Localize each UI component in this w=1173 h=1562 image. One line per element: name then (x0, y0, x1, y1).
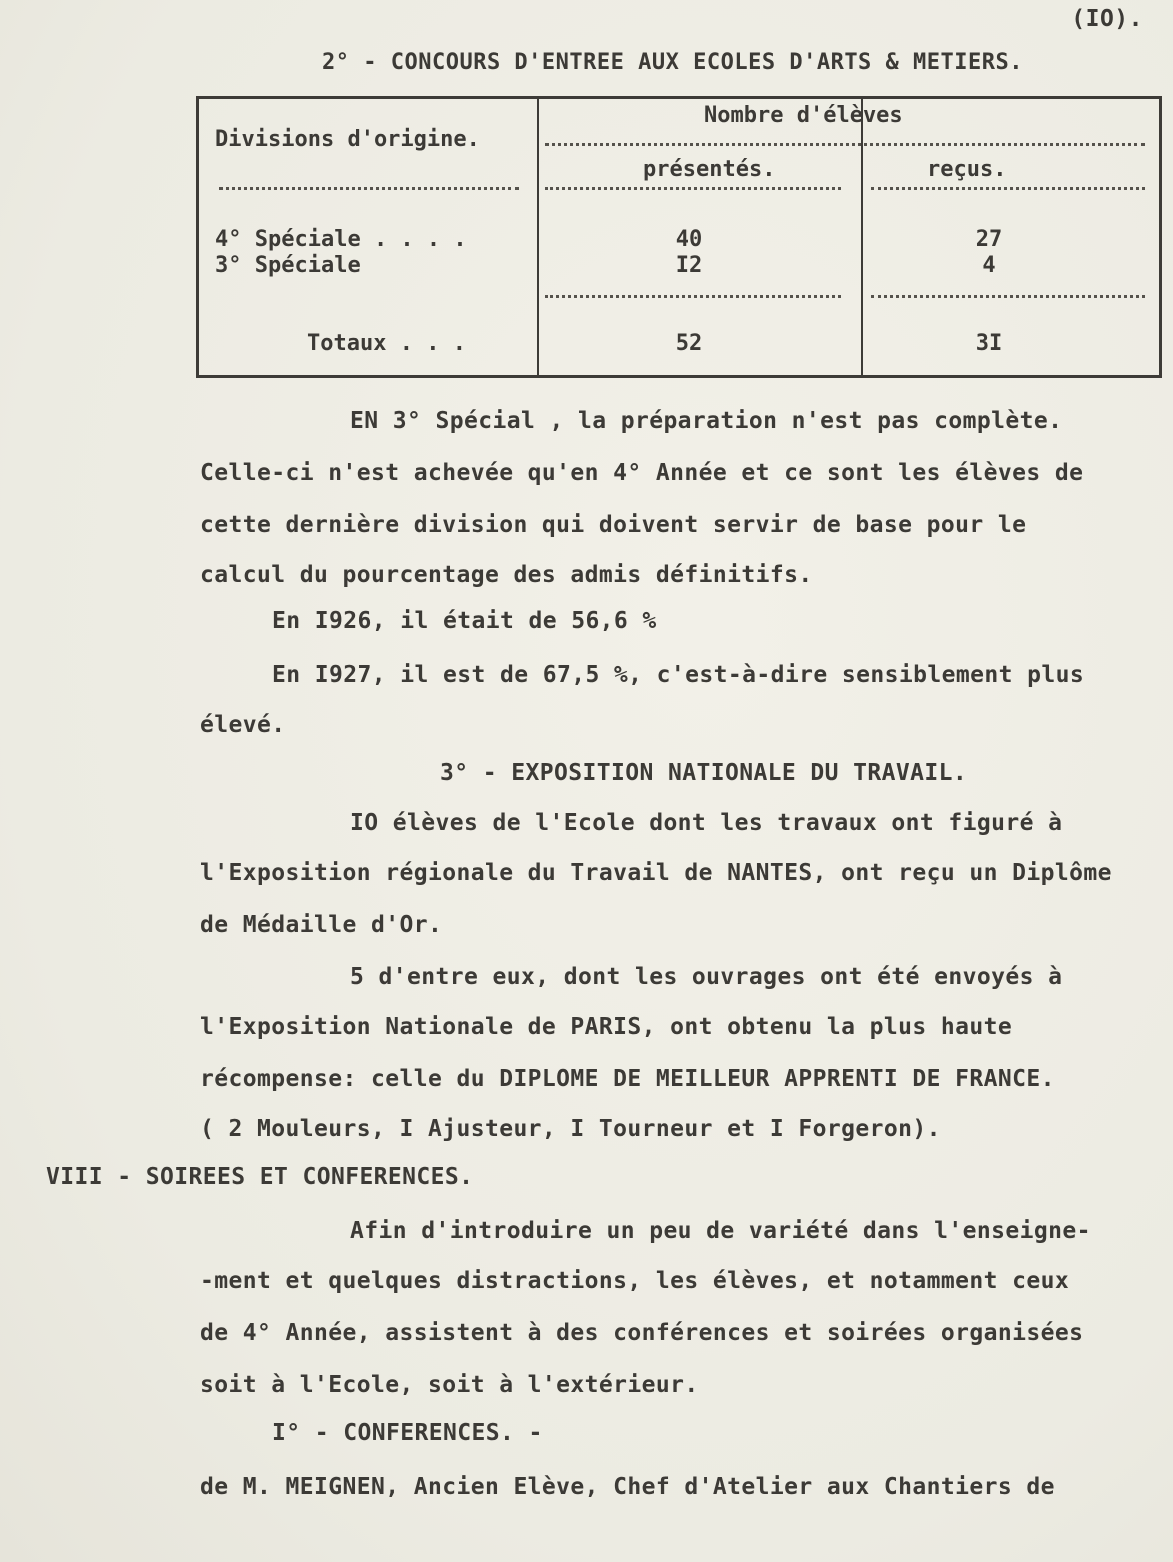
body-line: EN 3° Spécial , la préparation n'est pas complète. (350, 408, 1063, 434)
body-line: soit à l'Ecole, soit à l'extérieur. (200, 1372, 699, 1398)
section-heading: VIII - SOIREES ET CONFERENCES. (46, 1164, 474, 1190)
body-line: de Médaille d'Or. (200, 912, 443, 938)
body-line: récompense: celle du DIPLOME DE MEILLEUR APPRENTI DE FRANCE. (200, 1066, 1055, 1092)
body-line: l'Exposition régionale du Travail de NANTES, ont reçu un Diplôme (200, 860, 1112, 886)
header-received: reçus. (927, 157, 1007, 182)
row-presented: 40 (675, 227, 703, 252)
row-presented: I2 (675, 253, 703, 278)
page-number: (IO). (1071, 6, 1143, 32)
body-line: IO élèves de l'Ecole dont les travaux ont figuré à (350, 810, 1063, 836)
total-received: 3I (975, 331, 1003, 356)
dotted-rule (219, 187, 519, 190)
total-label: Totaux . . . (307, 331, 466, 356)
body-line: de M. MEIGNEN, Ancien Elève, Chef d'Atelier aux Chantiers de (200, 1474, 1055, 1500)
header-group: Nombre d'élèves (704, 103, 903, 128)
subsection-title: I° - CONFERENCES. - (272, 1420, 543, 1446)
total-presented: 52 (675, 331, 703, 356)
dotted-rule (545, 143, 1145, 146)
body-line: de 4° Année, assistent à des conférences et soirées organisées (200, 1320, 1084, 1346)
row-division: 4° Spéciale . . . . (215, 227, 467, 252)
results-table (196, 96, 1162, 378)
table-divider (537, 99, 539, 375)
body-line: En I927, il est de 67,5 %, c'est-à-dire sensiblement plus (272, 662, 1085, 688)
row-received: 27 (975, 227, 1003, 252)
body-line: Afin d'introduire un peu de variété dans l'enseigne- (350, 1218, 1091, 1244)
dotted-rule (545, 187, 841, 190)
body-line: Celle-ci n'est achevée qu'en 4° Année et ce sont les élèves de (200, 460, 1084, 486)
body-line: ( 2 Mouleurs, I Ajusteur, I Tourneur et I Forgeron). (200, 1116, 941, 1142)
dotted-rule (871, 187, 1145, 190)
dotted-rule (545, 295, 841, 298)
body-line: 5 d'entre eux, dont les ouvrages ont été envoyés à (350, 964, 1063, 990)
row-received: 4 (982, 253, 996, 278)
body-line: -ment et quelques distractions, les élèves, et notamment ceux (200, 1268, 1070, 1294)
subsection-title: 3° - EXPOSITION NATIONALE DU TRAVAIL. (440, 760, 968, 786)
header-presented: présentés. (643, 157, 776, 182)
body-line: l'Exposition Nationale de PARIS, ont obtenu la plus haute (200, 1014, 1013, 1040)
table-divider (861, 99, 863, 375)
body-line: élevé. (200, 712, 286, 738)
body-line: cette dernière division qui doivent servir de base pour le (200, 512, 1027, 538)
row-division: 3° Spéciale (215, 253, 361, 278)
section-title: 2° - CONCOURS D'ENTREE AUX ECOLES D'ARTS & METIERS. (322, 50, 1024, 75)
header-divisions: Divisions d'origine. (215, 127, 480, 152)
body-line: En I926, il était de 56,6 % (272, 608, 657, 634)
dotted-rule (871, 295, 1145, 298)
body-line: calcul du pourcentage des admis définitifs. (200, 562, 813, 588)
